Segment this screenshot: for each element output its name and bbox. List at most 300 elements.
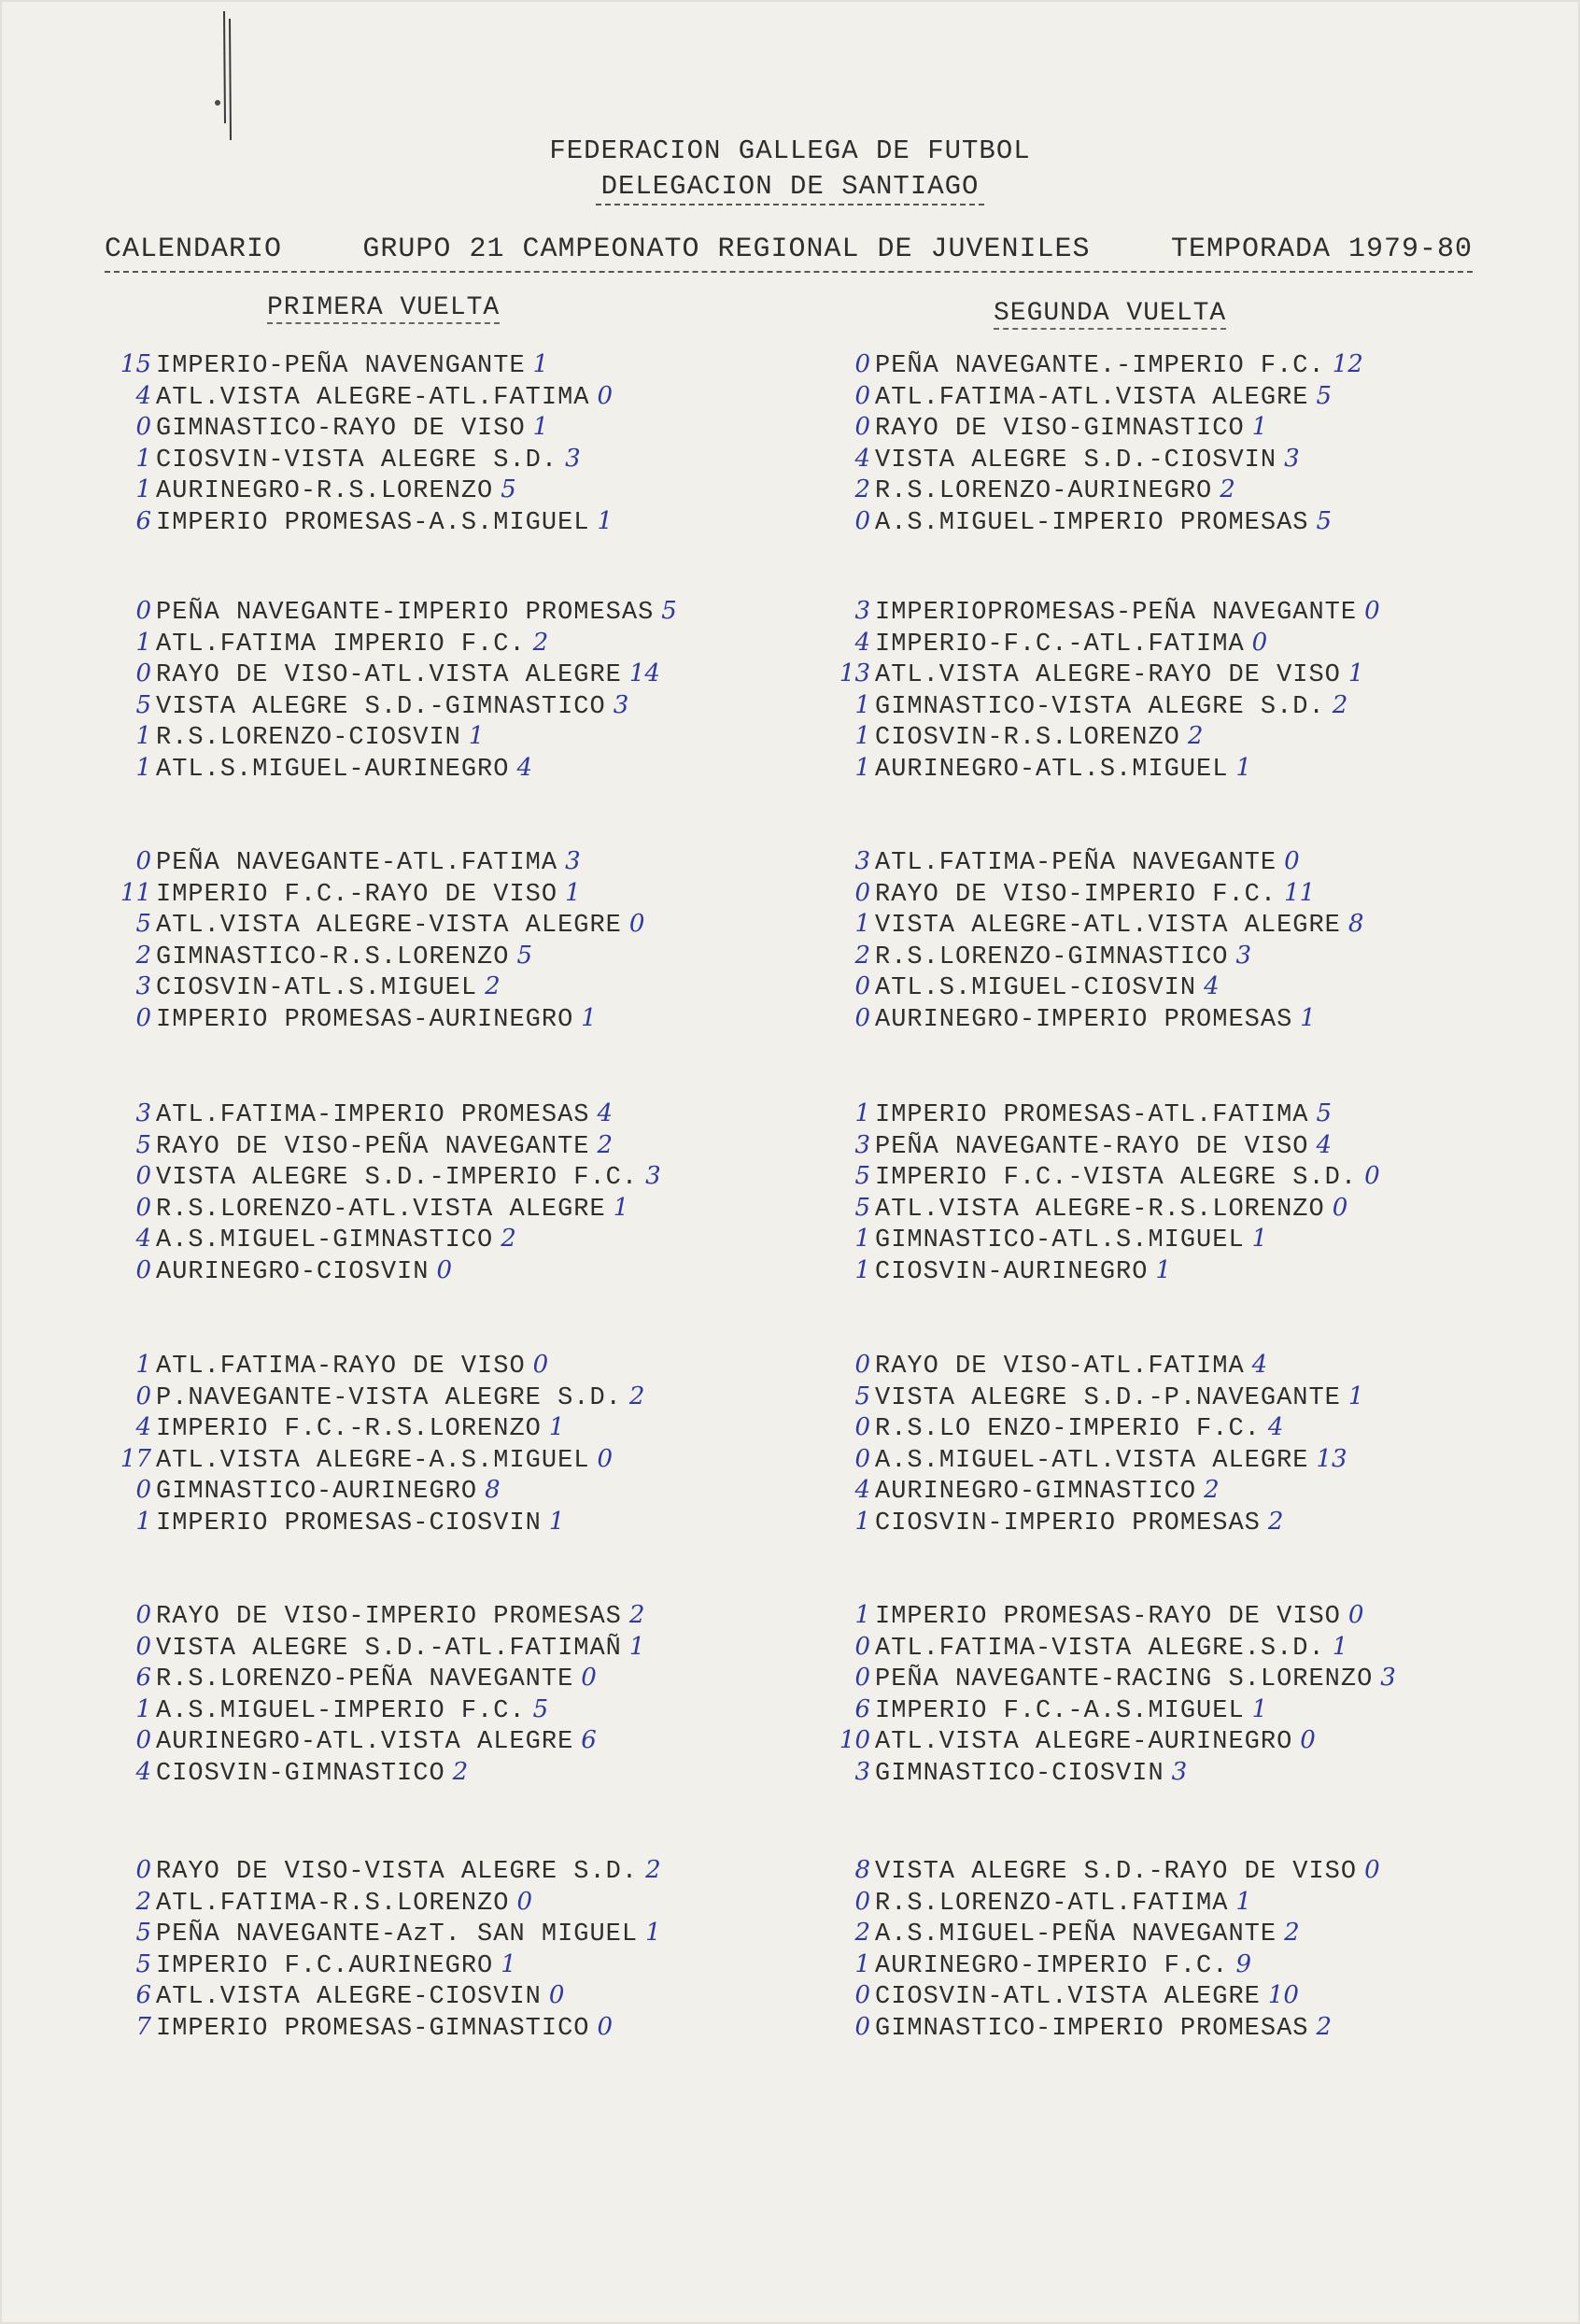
- home-score-handwritten: 0: [854, 1003, 870, 1032]
- away-score-handwritten: 0: [1347, 1601, 1364, 1629]
- away-score-handwritten: 1: [1251, 413, 1268, 441]
- away-score-handwritten: 1: [1251, 1694, 1268, 1723]
- away-score-handwritten: 4: [1204, 972, 1220, 1000]
- round-4-primera-vuelta: [112, 1099, 661, 1287]
- fixture-row: [112, 691, 677, 723]
- fixture-row: [112, 1162, 661, 1194]
- home-score-handwritten: 4: [135, 1757, 151, 1786]
- home-score-handwritten: 0: [135, 1856, 151, 1884]
- home-score-handwritten: 5: [135, 1130, 151, 1159]
- match-teams: RAYO DE VISO-ATL.VISTA ALEGRE: [156, 661, 622, 689]
- fixture-row: [831, 445, 1363, 476]
- away-score-handwritten: 0: [597, 1444, 614, 1473]
- match-teams: PEÑA NAVEGANTE-AzT. SAN MIGUEL: [156, 1920, 639, 1948]
- match-teams: ATL.FATIMA IMPERIO F.C.: [156, 630, 526, 659]
- match-teams: GIMNASTICO-R.S.LORENZO: [156, 942, 510, 971]
- away-score-handwritten: 5: [516, 941, 533, 970]
- home-score-handwritten: 0: [854, 2012, 870, 2041]
- away-score-handwritten: 1: [548, 1507, 565, 1536]
- away-score-handwritten: 11: [1284, 878, 1316, 907]
- home-score-handwritten: 6: [135, 1981, 151, 2009]
- home-score-handwritten: 0: [854, 1981, 870, 2009]
- away-score-handwritten: 0: [532, 1351, 549, 1379]
- delegation-title: DELEGACION DE SANTIAGO: [596, 171, 985, 205]
- away-score-handwritten: 1: [597, 506, 614, 535]
- match-teams: CIOSVIN-ATL.S.MIGUEL: [156, 974, 478, 1002]
- fixture-row: [831, 413, 1363, 445]
- home-score-handwritten: 0: [854, 413, 870, 441]
- away-score-handwritten: 0: [581, 1664, 597, 1692]
- match-teams: GIMNASTICO-CIOSVIN: [875, 1759, 1164, 1788]
- away-score-handwritten: 0: [1364, 597, 1380, 625]
- away-score-handwritten: 1: [501, 1949, 516, 1978]
- match-teams: ATL.S.MIGUEL-CIOSVIN: [875, 974, 1197, 1002]
- fixture-row: [112, 2013, 661, 2045]
- home-score-handwritten: 0: [854, 350, 870, 378]
- away-score-handwritten: 0: [1332, 1193, 1348, 1222]
- match-teams: CIOSVIN-AURINEGRO: [875, 1257, 1149, 1286]
- home-score-handwritten: 1: [854, 690, 870, 719]
- fixture-row: [112, 1601, 644, 1633]
- home-score-handwritten: 0: [135, 659, 151, 687]
- away-score-handwritten: 2: [501, 1225, 516, 1253]
- home-score-handwritten: 1: [135, 628, 151, 657]
- home-score-handwritten: 1: [135, 753, 151, 782]
- match-teams: CIOSVIN-R.S.LORENZO: [875, 724, 1180, 752]
- home-score-handwritten: 0: [135, 413, 151, 441]
- fixture-row: [112, 1445, 644, 1477]
- fixture-row: [112, 1256, 661, 1288]
- away-score-handwritten: 3: [1284, 444, 1300, 473]
- fixture-row: [831, 879, 1363, 911]
- home-score-handwritten: 1: [854, 1255, 870, 1284]
- match-teams: ATL.VISTA ALEGRE-R.S.LORENZO: [875, 1195, 1325, 1224]
- fixture-row: [831, 1981, 1380, 2013]
- match-teams: RAYO DE VISO-PEÑA NAVEGANTE: [156, 1132, 590, 1161]
- away-score-handwritten: 1: [1235, 753, 1252, 782]
- home-score-handwritten: 2: [135, 1887, 151, 1916]
- round-1-segunda-vuelta: [831, 350, 1363, 538]
- match-teams: AURINEGRO-R.S.LORENZO: [156, 477, 494, 505]
- away-score-handwritten: 2: [1220, 475, 1235, 503]
- match-teams: ATL.FATIMA-VISTA ALEGRE.S.D.: [875, 1634, 1325, 1663]
- away-score-handwritten: 9: [1235, 1949, 1252, 1978]
- match-teams: R.S.LORENZO-ATL.VISTA ALEGRE: [156, 1195, 606, 1224]
- round-2-primera-vuelta: [112, 597, 677, 785]
- home-score-handwritten: 0: [854, 972, 870, 1000]
- fixture-row: [112, 1382, 644, 1414]
- match-teams: VISTA ALEGRE S.D.-P.NAVEGANTE: [875, 1383, 1341, 1412]
- fixture-row: [112, 1758, 644, 1790]
- away-score-handwritten: 12: [1332, 350, 1363, 378]
- away-score-handwritten: 1: [1347, 659, 1364, 687]
- match-teams: VISTA ALEGRE S.D.-CIOSVIN: [875, 446, 1277, 475]
- fixture-row: [831, 1351, 1363, 1382]
- home-score-handwritten: 0: [135, 1726, 151, 1754]
- home-score-handwritten: 2: [854, 475, 870, 503]
- calendar-heading: [105, 234, 1473, 273]
- match-teams: R.S.LORENZO-GIMNASTICO: [875, 942, 1229, 971]
- home-score-handwritten: 2: [854, 941, 870, 970]
- fixture-row: [831, 1758, 1396, 1790]
- home-score-handwritten: 0: [854, 1444, 870, 1473]
- match-teams: IMPERIO F.C.-R.S.LORENZO: [156, 1415, 542, 1443]
- away-score-handwritten: 2: [1332, 690, 1348, 719]
- fixture-row: [831, 475, 1363, 507]
- ink-mark: [215, 11, 239, 142]
- match-teams: GIMNASTICO-IMPERIO PROMESAS: [875, 2014, 1309, 2043]
- match-teams: IMPERIO F.C.-VISTA ALEGRE S.D.: [875, 1164, 1358, 1192]
- away-score-handwritten: 0: [1300, 1726, 1316, 1754]
- home-score-handwritten: 5: [135, 1949, 151, 1978]
- away-score-handwritten: 1: [1332, 1632, 1348, 1661]
- match-teams: GIMNASTICO-VISTA ALEGRE S.D.: [875, 692, 1325, 721]
- match-teams: IMPERIO PROMESAS-ATL.FATIMA: [875, 1101, 1309, 1129]
- match-teams: IMPERIOPROMESAS-PEÑA NAVEGANTE: [875, 599, 1358, 627]
- fixture-row: [831, 1256, 1380, 1288]
- away-score-handwritten: 8: [1347, 910, 1364, 938]
- fixture-row: [112, 659, 677, 691]
- away-score-handwritten: 0: [1284, 847, 1300, 875]
- away-score-handwritten: 1: [1300, 1003, 1316, 1032]
- fixture-row: [831, 1194, 1380, 1226]
- round-7-segunda-vuelta: [831, 1856, 1380, 2044]
- home-score-handwritten: 17: [120, 1444, 151, 1473]
- match-teams: PEÑA NAVEGANTE-RAYO DE VISO: [875, 1132, 1309, 1161]
- fixture-row: [831, 1476, 1363, 1508]
- match-teams: A.S.MIGUEL-GIMNASTICO: [156, 1226, 494, 1254]
- home-score-handwritten: 1: [135, 1507, 151, 1536]
- match-teams: PEÑA NAVEGANTE-IMPERIO PROMESAS: [156, 599, 655, 627]
- away-score-handwritten: 10: [1267, 1981, 1299, 2009]
- round-5-segunda-vuelta: [831, 1351, 1363, 1538]
- fixture-row: [112, 1413, 644, 1445]
- round-1-primera-vuelta: [112, 350, 613, 538]
- home-score-handwritten: 5: [135, 690, 151, 719]
- away-score-handwritten: 5: [1316, 506, 1333, 535]
- fixture-row: [112, 1225, 661, 1256]
- away-score-handwritten: 2: [1267, 1507, 1284, 1536]
- away-score-handwritten: 3: [613, 690, 629, 719]
- away-score-handwritten: 2: [532, 628, 549, 657]
- fixture-row: [831, 942, 1363, 973]
- away-score-handwritten: 1: [565, 878, 581, 907]
- fixture-row: [831, 1633, 1396, 1665]
- away-score-handwritten: 0: [548, 1981, 565, 2009]
- match-teams: ATL.VISTA ALEGRE-CIOSVIN: [156, 1983, 542, 2011]
- fixture-row: [112, 754, 677, 786]
- match-teams: GIMNASTICO-RAYO DE VISO: [156, 415, 526, 443]
- home-score-handwritten: 1: [854, 1225, 870, 1253]
- fixture-row: [112, 1508, 644, 1539]
- fixture-row: [831, 1382, 1363, 1414]
- home-score-handwritten: 0: [135, 1601, 151, 1629]
- fixture-row: [112, 1633, 644, 1665]
- match-teams: R.S.LO ENZO-IMPERIO F.C.: [875, 1415, 1261, 1443]
- federation-title: FEDERACION GALLEGA DE FUTBOL: [549, 135, 1031, 166]
- away-score-handwritten: 2: [628, 1601, 645, 1629]
- match-teams: IMPERIO F.C.-RAYO DE VISO: [156, 880, 558, 909]
- match-teams: R.S.LORENZO-CIOSVIN: [156, 724, 461, 752]
- home-score-handwritten: 3: [854, 1757, 870, 1786]
- match-teams: VISTA ALEGRE S.D.-RAYO DE VISO: [875, 1858, 1358, 1886]
- away-score-handwritten: 5: [661, 597, 677, 625]
- home-score-handwritten: 1: [135, 444, 151, 473]
- fixture-row: [112, 1919, 661, 1950]
- fixture-row: [112, 507, 613, 539]
- home-score-handwritten: 1: [854, 1099, 870, 1127]
- home-score-handwritten: 3: [854, 597, 870, 625]
- match-teams: AURINEGRO-IMPERIO PROMESAS: [875, 1005, 1293, 1034]
- match-teams: IMPERIO-PEÑA NAVENGANTE: [156, 352, 526, 380]
- match-teams: IMPERIO F.C.AURINEGRO: [156, 1951, 494, 1980]
- match-teams: IMPERIO PROMESAS-AURINEGRO: [156, 1005, 574, 1034]
- fixture-row: [112, 1131, 661, 1163]
- match-teams: IMPERIO F.C.-A.S.MIGUEL: [875, 1696, 1245, 1725]
- home-score-handwritten: 1: [854, 722, 870, 750]
- away-score-handwritten: 3: [565, 444, 581, 473]
- fixture-row: [112, 629, 677, 660]
- home-score-handwritten: 11: [120, 878, 151, 907]
- match-teams: CIOSVIN-ATL.VISTA ALEGRE: [875, 1983, 1261, 2011]
- home-score-handwritten: 0: [135, 1003, 151, 1032]
- match-teams: GIMNASTICO-AURINEGRO: [156, 1478, 478, 1506]
- match-teams: ATL.VISTA ALEGRE-VISTA ALEGRE: [156, 912, 622, 940]
- fixture-row: [112, 879, 644, 911]
- home-score-handwritten: 0: [135, 1632, 151, 1661]
- away-score-handwritten: 3: [645, 1162, 661, 1190]
- away-score-handwritten: 1: [532, 350, 549, 378]
- match-teams: A.S.MIGUEL-IMPERIO F.C.: [156, 1696, 526, 1725]
- fixture-row: [831, 910, 1363, 942]
- match-teams: IMPERIO PROMESAS-A.S.MIGUEL: [156, 508, 590, 537]
- away-score-handwritten: 5: [532, 1694, 549, 1723]
- home-score-handwritten: 0: [854, 1413, 870, 1441]
- match-teams: PEÑA NAVEGANTE.-IMPERIO F.C.: [875, 352, 1325, 380]
- fixture-row: [831, 1162, 1380, 1194]
- fixture-row: [112, 1664, 644, 1695]
- home-score-handwritten: 1: [135, 1351, 151, 1379]
- match-teams: VISTA ALEGRE S.D.-IMPERIO F.C.: [156, 1164, 639, 1192]
- home-score-handwritten: 5: [854, 1162, 870, 1190]
- away-score-handwritten: 1: [581, 1003, 597, 1032]
- fixture-row: [831, 1225, 1380, 1256]
- away-score-handwritten: 2: [1187, 722, 1204, 750]
- match-teams: CIOSVIN-IMPERIO PROMESAS: [875, 1509, 1261, 1538]
- fixture-row: [112, 847, 644, 879]
- fixture-row: [112, 1194, 661, 1226]
- primera-vuelta-heading: PRIMERA VUELTA: [267, 293, 501, 322]
- home-score-handwritten: 1: [854, 910, 870, 938]
- away-score-handwritten: 1: [548, 1413, 565, 1441]
- fixture-row: [112, 942, 644, 973]
- group-label: GRUPO 21 CAMPEONATO REGIONAL DE JUVENILES: [362, 234, 1091, 265]
- home-score-handwritten: 0: [135, 1476, 151, 1504]
- home-score-handwritten: 1: [135, 475, 151, 503]
- fixture-row: [831, 1664, 1396, 1695]
- fixture-row: [831, 1413, 1363, 1445]
- match-teams: AURINEGRO-ATL.S.MIGUEL: [875, 755, 1229, 784]
- fixture-row: [112, 350, 613, 382]
- match-teams: ATL.VISTA ALEGRE-AURINEGRO: [875, 1728, 1293, 1756]
- away-score-handwritten: 2: [628, 1382, 645, 1410]
- fixture-row: [112, 475, 613, 507]
- away-score-handwritten: 1: [628, 1632, 645, 1661]
- match-teams: R.S.LORENZO-PEÑA NAVEGANTE: [156, 1665, 574, 1693]
- away-score-handwritten: 2: [1284, 1919, 1300, 1947]
- away-score-handwritten: 1: [613, 1193, 629, 1222]
- home-score-handwritten: 3: [854, 847, 870, 875]
- home-score-handwritten: 0: [135, 1255, 151, 1284]
- home-score-handwritten: 1: [854, 1507, 870, 1536]
- match-teams: AURINEGRO-IMPERIO F.C.: [875, 1951, 1229, 1980]
- home-score-handwritten: 5: [135, 910, 151, 938]
- fixture-row: [112, 1981, 661, 2013]
- away-score-handwritten: 2: [1204, 1476, 1220, 1504]
- home-score-handwritten: 0: [135, 847, 151, 875]
- away-score-handwritten: 3: [1380, 1664, 1396, 1692]
- match-teams: P.NAVEGANTE-VISTA ALEGRE S.D.: [156, 1383, 622, 1412]
- fixture-row: [831, 382, 1363, 414]
- away-score-handwritten: 3: [1171, 1757, 1188, 1786]
- away-score-handwritten: 0: [436, 1255, 452, 1284]
- home-score-handwritten: 0: [854, 1632, 870, 1661]
- away-score-handwritten: 4: [1316, 1130, 1333, 1159]
- home-score-handwritten: 1: [854, 1949, 870, 1978]
- match-teams: PEÑA NAVEGANTE-ATL.FATIMA: [156, 849, 558, 877]
- away-score-handwritten: 2: [452, 1757, 469, 1786]
- home-score-handwritten: 4: [854, 1476, 870, 1504]
- match-teams: CIOSVIN-VISTA ALEGRE S.D.: [156, 446, 558, 475]
- home-score-handwritten: 2: [135, 941, 151, 970]
- away-score-handwritten: 2: [1316, 2012, 1333, 2041]
- home-score-handwritten: 8: [854, 1856, 870, 1884]
- match-teams: RAYO DE VISO-ATL.FATIMA: [875, 1353, 1245, 1381]
- away-score-handwritten: 0: [1364, 1162, 1380, 1190]
- fixture-row: [831, 1601, 1396, 1633]
- round-3-segunda-vuelta: [831, 847, 1363, 1035]
- home-score-handwritten: 0: [135, 1162, 151, 1190]
- fixture-row: [112, 413, 613, 445]
- away-score-handwritten: 0: [628, 910, 645, 938]
- match-teams: ATL.FATIMA-R.S.LORENZO: [156, 1889, 510, 1918]
- home-score-handwritten: 0: [854, 506, 870, 535]
- home-score-handwritten: 5: [854, 1382, 870, 1410]
- fixture-row: [112, 1004, 644, 1036]
- match-teams: RAYO DE VISO-GIMNASTICO: [875, 415, 1245, 443]
- match-teams: ATL.VISTA ALEGRE-ATL.FATIMA: [156, 383, 590, 412]
- match-teams: IMPERIO PROMESAS-RAYO DE VISO: [875, 1603, 1341, 1631]
- home-score-handwritten: 5: [854, 1193, 870, 1222]
- match-teams: ATL.FATIMA-IMPERIO PROMESAS: [156, 1101, 590, 1129]
- fixture-row: [831, 1004, 1363, 1036]
- home-score-handwritten: 1: [135, 1694, 151, 1723]
- calendario-label: CALENDARIO: [105, 234, 283, 265]
- fixture-row: [831, 1508, 1363, 1539]
- match-teams: VISTA ALEGRE S.D.-ATL.FATIMAÑ: [156, 1634, 622, 1663]
- match-teams: IMPERIO PROMESAS-CIOSVIN: [156, 1509, 542, 1538]
- fixture-row: [831, 350, 1363, 382]
- match-teams: IMPERIO PROMESAS-GIMNASTICO: [156, 2014, 590, 2043]
- match-teams: A.S.MIGUEL-IMPERIO PROMESAS: [875, 508, 1309, 537]
- match-teams: R.S.LORENZO-AURINEGRO: [875, 477, 1213, 505]
- away-score-handwritten: 4: [1267, 1413, 1284, 1441]
- away-score-handwritten: 6: [581, 1726, 597, 1754]
- away-score-handwritten: 0: [1364, 1856, 1380, 1884]
- home-score-handwritten: 3: [854, 1130, 870, 1159]
- away-score-handwritten: 2: [645, 1856, 661, 1884]
- fixture-row: [831, 1099, 1380, 1131]
- away-score-handwritten: 1: [1155, 1255, 1171, 1284]
- fixture-row: [831, 597, 1380, 629]
- fixture-row: [831, 972, 1363, 1004]
- fixture-row: [831, 1950, 1380, 1982]
- match-teams: IMPERIO-F.C.-ATL.FATIMA: [875, 630, 1245, 659]
- home-score-handwritten: 1: [854, 1601, 870, 1629]
- home-score-handwritten: 15: [120, 350, 151, 378]
- home-score-handwritten: 10: [839, 1726, 870, 1754]
- home-score-handwritten: 13: [839, 659, 870, 687]
- home-score-handwritten: 7: [135, 2012, 151, 2041]
- match-teams: GIMNASTICO-ATL.S.MIGUEL: [875, 1226, 1245, 1254]
- home-score-handwritten: 4: [135, 1225, 151, 1253]
- round-6-segunda-vuelta: [831, 1601, 1396, 1789]
- fixture-row: [112, 910, 644, 942]
- match-teams: A.S.MIGUEL-ATL.VISTA ALEGRE: [875, 1446, 1309, 1475]
- match-teams: R.S.LORENZO-ATL.FATIMA: [875, 1889, 1229, 1918]
- fixture-row: [112, 1726, 644, 1758]
- match-teams: RAYO DE VISO-IMPERIO F.C.: [875, 880, 1277, 909]
- home-score-handwritten: 5: [135, 1919, 151, 1947]
- fixture-row: [831, 754, 1380, 786]
- away-score-handwritten: 5: [501, 475, 516, 503]
- season-label: TEMPORADA 1979-80: [1170, 234, 1473, 265]
- away-score-handwritten: 4: [516, 753, 533, 782]
- fixture-row: [112, 1888, 661, 1920]
- fixture-row: [831, 1726, 1396, 1758]
- match-teams: ATL.FATIMA-PEÑA NAVEGANTE: [875, 849, 1277, 877]
- fixture-row: [831, 1695, 1396, 1727]
- match-teams: AURINEGRO-ATL.VISTA ALEGRE: [156, 1728, 574, 1756]
- away-score-handwritten: 2: [597, 1130, 614, 1159]
- home-score-handwritten: 3: [135, 972, 151, 1000]
- away-score-handwritten: 0: [597, 2012, 614, 2041]
- away-score-handwritten: 1: [645, 1919, 661, 1947]
- away-score-handwritten: 8: [485, 1476, 501, 1504]
- away-score-handwritten: 13: [1316, 1444, 1347, 1473]
- home-score-handwritten: 1: [854, 753, 870, 782]
- fixture-row: [112, 1351, 644, 1382]
- fixture-row: [831, 629, 1380, 660]
- home-score-handwritten: 0: [854, 1664, 870, 1692]
- away-score-handwritten: 1: [1235, 1887, 1252, 1916]
- away-score-handwritten: 1: [1251, 1225, 1268, 1253]
- match-teams: AURINEGRO-GIMNASTICO: [875, 1478, 1197, 1506]
- away-score-handwritten: 3: [1235, 941, 1252, 970]
- fixture-row: [831, 1131, 1380, 1163]
- match-teams: RAYO DE VISO-VISTA ALEGRE S.D.: [156, 1858, 639, 1886]
- round-6-primera-vuelta: [112, 1601, 644, 1789]
- match-teams: ATL.VISTA ALEGRE-RAYO DE VISO: [875, 661, 1341, 689]
- match-teams: VISTA ALEGRE S.D.-GIMNASTICO: [156, 692, 606, 721]
- match-teams: VISTA ALEGRE-ATL.VISTA ALEGRE: [875, 912, 1341, 940]
- fixture-row: [831, 507, 1363, 539]
- match-teams: A.S.MIGUEL-PEÑA NAVEGANTE: [875, 1920, 1277, 1948]
- fixture-row: [831, 1445, 1363, 1477]
- fixture-row: [831, 1919, 1380, 1950]
- home-score-handwritten: 0: [135, 597, 151, 625]
- fixture-row: [112, 382, 613, 414]
